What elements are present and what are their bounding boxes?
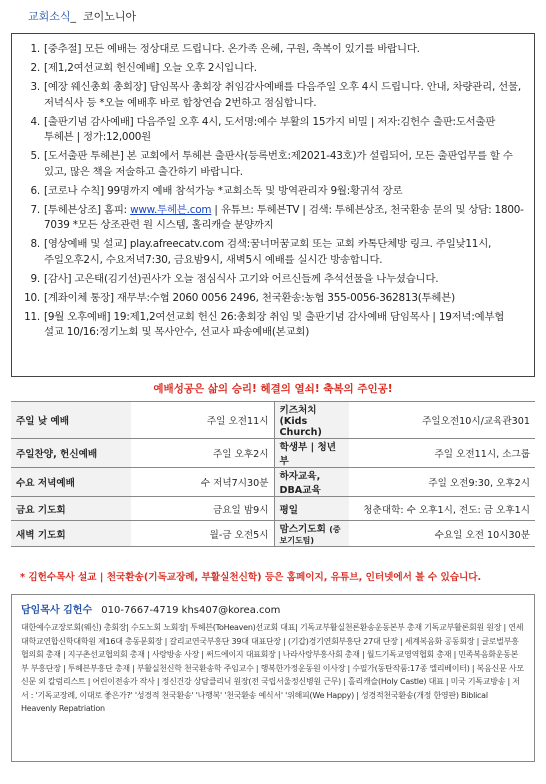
table-row	[11, 439, 535, 468]
section-name: 코이노니아	[83, 10, 137, 23]
notices-box	[11, 33, 535, 377]
notice-item: 3. [예장 웨신총회 총회장] 담임목사 총회장 취임감사예배를 다음주일 오후 4시 드립니다. 안내, 차량관리, 선물, 저녁식사 등 *오늘 예배후 바로 합창연습 2번하고 점심합니다.	[30, 81, 521, 109]
table-row	[11, 402, 535, 439]
service-time: 청춘대학: 수 오후1시, 전도: 금 오후1시	[349, 497, 535, 521]
service-name: 금요 기도회	[11, 497, 131, 521]
pastor-bio: 대한예수교장로회(웨신) 총회장| 수도노회 노회장| 투헤븐(ToHeaven)선교회 대표| 기독교부활실천론환송운동본부 총재 기독교부활론회원 원장 | 연세대학교연합신학대학원 제16대 총동문회장 | 갈리교연국부흥단 39대 대표단장 | (기갑)경기연회부흥단 27대 단장 | 세계복음화 공동회장 | 글로벌부흥협의회 총재 | 지구촌선교협의회 총재 | 사랑방송 사장 | 써드에이지 대표회장 | 나라사랑부흥사회 총재 | 월드기독교영역협회 총재 | 민족복음화운동본부 부흥단장 | 투헤븐부흥단 총재 | 부활실천신학 천국환송학 주임교수 | 행복한가정운동원 이사장 | 수필가(동탄작품:17종 엘리베이터) | 복음신문 사모신문 외 칼럼리스트 | 어린이전송가 작사 | 정신건강 상담클리닉 원장(전 국립서울정신병원 근무) | 홀리캐슬(Holy Castle) 대표 | 미국 기독교방송 | 저서 : '기독교장례, 이대로 좋은가?' '성경적 천국환송' '나행복' '천국환송 예식서' '위해피(We Happy) | 성경적천국환송(개정 한영판) Biblical Heavenly Repatriation	[21, 623, 524, 713]
header-separator: _	[70, 10, 77, 23]
notice-item: 1. [중추절] 모든 예배는 정상대로 드립니다. 온가족 은혜, 구원, 축복이 있기를 바랍니다.	[30, 43, 420, 55]
sermon-notice: * 김헌수목사 설교 | 천국환송(기독교장례, 부활실천신학) 등은 홈페이지, 유튜브, 인터넷에서 볼 수 있습니다.	[20, 572, 482, 583]
notice-item: 4. [출판기념 감사예배] 다음주일 오후 4시, 도서명:예수 부활의 15가지 비밀 | 저자:김헌수 출판:도서출판 투헤븐 | 정가:12,000원	[30, 115, 496, 143]
notices-list	[12, 34, 534, 341]
notice-item: 7. [투헤븐상조] 홈피: www.투헤븐.com | 유튜브: 투헤븐TV | 검색: 투헤븐상조, 천국환송 문의 및 상담: 1800-7039 *모든 상조관련 원 시스템, 홀리캐슬 분양까지	[30, 203, 524, 231]
service-time: 주일 오전9:30, 오후2시	[349, 468, 535, 497]
service-name: 하자교육, DBA교육	[274, 468, 349, 497]
service-name: 새벽 기도회	[11, 521, 131, 547]
service-time: 주일 오후2시	[131, 439, 274, 468]
service-name: 평일	[274, 497, 349, 521]
service-note: (중보기도팀)	[279, 525, 341, 546]
service-name: 키즈처치(Kids Church)	[274, 402, 349, 439]
notice-item: 5. [도서출판 투헤븐] 본 교회에서 투헤븐 출판사(등록번호:제2021-43호)가 설립되어, 모든 출판업무를 할 수 있고, 많은 책을 저술하고 출간하기 바랍니다.	[30, 150, 513, 178]
service-time: 수요일 오전 10시30분	[349, 521, 535, 547]
notice-text: [투헤븐상조] 홈피:	[44, 203, 131, 216]
pastor-title: 담임목사 김헌수	[21, 605, 93, 616]
service-name: 주일찬양, 헌신예배	[11, 439, 131, 468]
slogan: 예배성공은 삶의 승리! 헤결의 열쇠! 축복의 주인공!	[153, 383, 393, 395]
service-name: 학생부 | 청년부	[274, 439, 349, 468]
table-row	[11, 497, 535, 521]
worship-schedule-table	[11, 401, 535, 547]
service-time: 주일 오전11시	[131, 402, 274, 439]
service-time: 수 저녁7시30분	[131, 468, 274, 497]
service-name: 맘스기도회 (중보기도팀)	[274, 521, 349, 547]
service-time: 월-금 오전5시	[131, 521, 274, 547]
notice-item: 11. [9월 오후예배] 19:제1,2여선교회 헌신 26:총회장 취임 및 출판기념 감사예배 담임목사 | 19저녁:예부협 설교 10/16:정기노회 및 목사안수, 선교사 파송예배(본교회)	[24, 310, 505, 338]
pastor-profile-box	[11, 594, 535, 762]
pastor-header	[21, 601, 525, 616]
notice-item: 9. [감사] 고은태(김기선)권사가 오늘 점심식사 고기와 어르신들께 추석선물을 나누셨습니다.	[30, 272, 439, 285]
notice-item: 10. [계좌이체 통장] 재무부:수협 2060 0056 2496, 천국환송:농협 355-0056-362813(투헤븐)	[24, 291, 455, 304]
table-row	[11, 468, 535, 497]
notice-item: 6. [코로나 수칙] 99명까지 예배 참석가능 *교회소독 및 방역관리자 9월:황귀석 장로	[30, 184, 403, 197]
notice-text: | 유튜브: 투헤븐TV | 검색: 투헤븐상조, 천국환송 문의 및 상담: 1800-7039 *모든 상조관련 원 시스템, 홀리캐슬 분양까지	[44, 203, 524, 231]
notice-item: 2. [제1,2여선교회 헌신예배] 오늘 오후 2시입니다.	[30, 62, 257, 74]
pastor-contact: 010-7667-4719 khs407@korea.com	[101, 605, 281, 616]
table-row	[11, 521, 535, 547]
service-time: 주일 오전11시, 소그룹	[349, 439, 535, 468]
service-name: 주일 낮 예배	[11, 402, 131, 439]
section-header	[28, 8, 136, 24]
service-time: 금요일 밤9시	[131, 497, 274, 521]
homepage-link[interactable]: www.투헤븐.com	[130, 203, 212, 216]
service-name: 수요 저녁예배	[11, 468, 131, 497]
service-time: 주일오전10시/교육관301	[349, 402, 535, 439]
section-category: 교회소식	[28, 10, 71, 23]
notice-item: 8. [영상예배 및 설교] play.afreecatv.com 검색:꿈너머꿈교회 또는 교회 카톡단체방 링크. 주일낮11시, 주일오후2시, 수요저녁7:30, 금요밤9시, 새벽5시 예배를 실시간 방송합니다.	[30, 238, 492, 266]
